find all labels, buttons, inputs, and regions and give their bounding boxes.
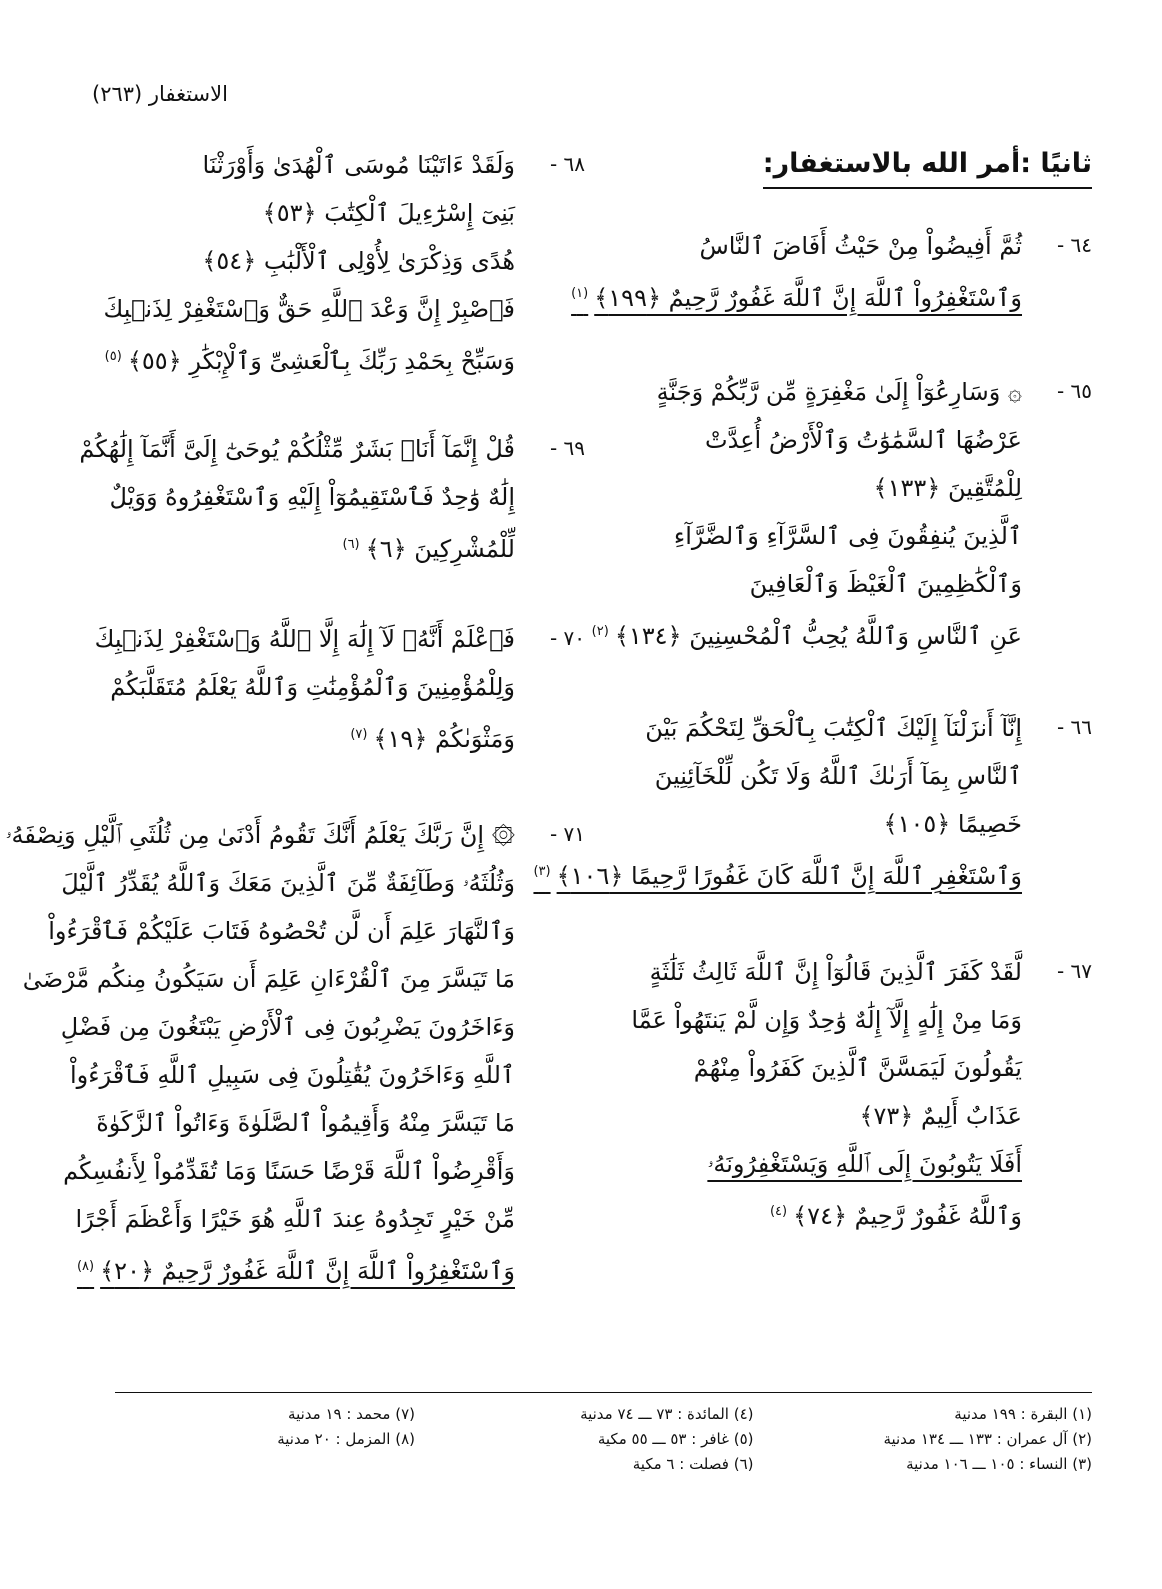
footnote-marker: (٤) — [769, 1204, 788, 1219]
verse-line — [533, 855, 1022, 893]
verse-line — [622, 375, 1022, 409]
footnote-marker: (١) — [571, 286, 589, 301]
verse-text: وَٱسْتَغْفِرُواْ ٱللَّهَ إِنَّ ٱللَّهَ غَفُورٌ رَّحِيمٌ ﴿٢٠﴾ — [100, 1257, 515, 1285]
verse-line — [48, 914, 515, 948]
verse-text: فَٱصْبِرْ إِنَّ وَعْدَ ٱللَّهِ حَقٌّ وَٱسْتَغْفِرْ لِذَنۢبِكَ — [103, 295, 515, 323]
footnote-line: (١) البقرة : ١٩٩ مدنية — [954, 1405, 1092, 1423]
verse-line — [5, 818, 515, 852]
footnote-marker: (٢) — [591, 624, 609, 639]
verse-number: ٦٨ - — [549, 152, 585, 176]
footnote-line: (٥) غافر : ٥٣ ـــ ٥٥ مكية — [597, 1430, 754, 1448]
verse-line — [94, 622, 515, 656]
verse-block — [571, 229, 1092, 315]
verse-line — [622, 807, 1022, 841]
verse-text: إِنَّآ أَنزَلْنَآ إِلَيْكَ ٱلْكِتَٰبَ بِٱلْحَقِّ لِتَحْكُمَ بَيْنَ — [645, 714, 1022, 742]
verse-text: لِّلْمُشْرِكِينَ ﴿٦﴾ — [365, 535, 515, 563]
verse-text: ۞ وَسَارِعُوٓاْ إِلَىٰ مَغْفِرَةٍ مِّن رَّبِّكُمْ وَجَنَّةٍ — [656, 378, 1022, 406]
verse-text: وَلِلْمُؤْمِنِينَ وَٱلْمُؤْمِنَٰتِ وَٱللَّهُ يَعْلَمُ مُتَقَلَّبَكُمْ — [110, 673, 515, 701]
verse-line — [622, 229, 1022, 263]
footnote-line: (٢) آل عمران : ١٣٣ ـــ ١٣٤ مدنية — [883, 1430, 1092, 1448]
verse-number: ٦٦ - — [1056, 715, 1092, 739]
verse-text: وَٱسْتَغْفِرُواْ ٱللَّهَ إِنَّ ٱللَّهَ غَفُورٌ رَّحِيمٌ ﴿١٩٩﴾ — [594, 284, 1022, 312]
verse-line — [69, 1058, 515, 1092]
footnote-column-2 — [454, 1402, 754, 1477]
verse-line — [115, 244, 515, 278]
verse-line — [622, 1099, 1022, 1133]
footnote-line: (٨) المزمل : ٢٠ مدنية — [277, 1430, 415, 1448]
verse-line — [76, 1250, 515, 1288]
footnote-marker: (٦) — [342, 537, 360, 552]
verse-line — [571, 277, 1022, 315]
verse-line — [110, 670, 515, 704]
verse-block — [94, 622, 585, 756]
verse-line — [622, 1051, 1022, 1085]
verse-text: وَسَبِّحْ بِحَمْدِ رَبِّكَ بِٱلْعَشِىِّ وَٱلْإِبْكَٰرِ ﴿٥٥﴾ — [127, 347, 515, 375]
verse-text: خَصِيمًا ﴿١٠٥﴾ — [883, 810, 1022, 838]
verse-block — [591, 375, 1092, 653]
verse-line — [591, 615, 1022, 653]
verse-line — [75, 1202, 515, 1236]
verse-block — [622, 955, 1092, 1233]
verse-text: وَءَاخَرُونَ يَضْرِبُونَ فِى ٱلْأَرْضِ يَبْتَغُونَ مِن فَضْلِ — [60, 1013, 515, 1041]
verse-text: لَّقَدْ كَفَرَ ٱلَّذِينَ قَالُوٓاْ إِنَّ ٱللَّهَ ثَالِثُ ثَلَٰثَةٍ — [649, 958, 1022, 986]
footnote-line: (٧) محمد : ١٩ مدنية — [288, 1405, 415, 1423]
footnote-column-1 — [792, 1402, 1092, 1477]
verse-number: ٦٧ - — [1056, 959, 1092, 983]
verse-line — [63, 1154, 515, 1188]
verse-text: أَفَلَا يَتُوبُونَ إِلَى ٱللَّهِ وَيَسْتَغْفِرُونَهُۥ — [707, 1150, 1022, 1178]
verse-line — [622, 1147, 1022, 1181]
verse-number: ٧١ - — [549, 822, 585, 846]
verse-text: وَلَقَدْ ءَاتَيْنَا مُوسَى ٱلْهُدَىٰ وَأَوْرَثْنَا — [202, 151, 515, 179]
footnote-line: (٦) فصلت : ٦ مكية — [632, 1455, 754, 1473]
verse-text: فَٱعْلَمْ أَنَّهُۥ لَآ إِلَٰهَ إِلَّا ٱللَّهُ وَٱسْتَغْفِرْ لِذَنۢبِكَ — [94, 625, 515, 653]
verse-text: قُلْ إِنَّمَآ أَنَا۠ بَشَرٌ مِّثْلُكُمْ يُوحَىٰٓ إِلَىَّ أَنَّمَآ إِلَٰهُكُمْ — [79, 435, 515, 463]
verse-text: وَأَقْرِضُواْ ٱللَّهَ قَرْضًا حَسَنًا وَمَا تُقَدِّمُواْ لِأَنفُسِكُم — [63, 1157, 515, 1185]
verse-text: مِّنْ خَيْرٍ تَجِدُوهُ عِندَ ٱللَّهِ هُوَ خَيْرًا وَأَعْظَمَ أَجْرًا — [75, 1205, 515, 1233]
verse-text: وَٱللَّهُ غَفُورٌ رَّحِيمٌ ﴿٧٤﴾ — [793, 1202, 1022, 1230]
verse-text: وَٱلنَّهَارَ عَلِمَ أَن لَّن تُحْصُوهُ فَتَابَ عَلَيْكُمْ فَٱقْرَءُواْ — [48, 917, 515, 945]
footnote-divider — [115, 1392, 1092, 1393]
footnote-line: (٤) المائدة : ٧٣ ـــ ٧٤ مدنية — [580, 1405, 754, 1423]
footnote-column-3 — [115, 1402, 415, 1477]
verse-line — [622, 1003, 1022, 1037]
verse-text: ٱللَّهِ وَءَاخَرُونَ يُقَٰتِلُونَ فِى سَبِيلِ ٱللَّهِ فَٱقْرَءُواْ — [69, 1061, 515, 1089]
verse-line — [104, 340, 515, 378]
verse-number: ٧٠ - — [549, 626, 585, 650]
verse-text: وَٱلْكَٰظِمِينَ ٱلْغَيْظَ وَٱلْعَافِينَ — [749, 570, 1022, 598]
footnote-marker: (٨) — [76, 1259, 95, 1274]
verse-text: إِلَٰهٌ وَٰحِدٌ فَٱسْتَقِيمُوٓاْ إِلَيْهِ وَٱسْتَغْفِرُوهُ وَوَيْلٌ — [109, 483, 515, 511]
verse-line — [622, 471, 1022, 505]
verse-line — [622, 759, 1022, 793]
verse-line — [109, 480, 515, 514]
verse-text: عَرْضُهَا ٱلسَّمَٰوَٰتُ وَٱلْأَرْضُ أُعِدَّتْ — [705, 426, 1022, 454]
verse-line — [115, 148, 515, 182]
verse-line — [61, 866, 515, 900]
verse-line — [115, 718, 515, 756]
verse-line — [622, 711, 1022, 745]
verse-text: عَنِ ٱلنَّاسِ وَٱللَّهُ يُحِبُّ ٱلْمُحْسِنِينَ ﴿١٣٤﴾ — [614, 622, 1022, 650]
verse-line — [60, 1010, 515, 1044]
verse-line — [96, 1106, 515, 1140]
verse-line — [622, 519, 1022, 553]
verse-block — [5, 818, 585, 1288]
verse-text: بَنِىٓ إِسْرَٰٓءِيلَ ٱلْكِتَٰبَ ﴿٥٣﴾ — [262, 199, 515, 227]
footnote-line: (٣) النساء : ١٠٥ ـــ ١٠٦ مدنية — [906, 1455, 1092, 1473]
verse-text: ۞ إِنَّ رَبَّكَ يَعْلَمُ أَنَّكَ تَقُومُ أَدْنَىٰ مِن ثُلُثَىِ ٱلَّيْلِ وَنِصْفَهُۥ — [5, 821, 515, 849]
verse-line — [115, 528, 515, 566]
verse-text: لِلْمُتَّقِينَ ﴿١٣٣﴾ — [873, 474, 1022, 502]
footnotes — [115, 1402, 1092, 1477]
verse-line — [622, 567, 1022, 601]
verse-number: ٦٥ - — [1056, 379, 1092, 403]
page-header: الاستغفار (٢٦٣) — [92, 82, 228, 106]
verse-text: ٱلنَّاسِ بِمَآ أَرَىٰكَ ٱللَّهُ وَلَا تَكُن لِّلْخَآئِنِينَ — [654, 762, 1022, 790]
footnote-marker: (٧) — [350, 727, 368, 742]
section-title: ثانيًا :أمر الله بالاستغفار: — [763, 148, 1092, 189]
verse-text: عَذَابٌ أَلِيمٌ ﴿٧٣﴾ — [859, 1102, 1022, 1130]
footnote-marker: (٣) — [533, 864, 551, 879]
verse-line — [622, 1195, 1022, 1233]
verse-text: يَقُولُونَ لَيَمَسَّنَّ ٱلَّذِينَ كَفَرُواْ مِنْهُمْ — [693, 1054, 1022, 1082]
verse-line — [622, 423, 1022, 457]
verse-text: مَا تَيَسَّرَ مِنْهُ وَأَقِيمُواْ ٱلصَّلَوٰةَ وَءَاتُواْ ٱلزَّكَوٰةَ — [96, 1109, 515, 1137]
verse-text: وَمَثْوَىٰكُمْ ﴿١٩﴾ — [373, 725, 515, 753]
verse-line — [22, 962, 515, 996]
verse-line — [622, 955, 1022, 989]
verse-block — [79, 432, 585, 566]
left-column — [5, 148, 585, 1302]
verse-text: مَا تَيَسَّرَ مِنَ ٱلْقُرْءَانِ عَلِمَ أَن سَيَكُونُ مِنكُم مَّرْضَىٰ — [22, 965, 515, 993]
verse-number: ٦٩ - — [549, 436, 585, 460]
verse-line — [79, 432, 515, 466]
verse-text: وَثُلُثَهُۥ وَطَآئِفَةٌ مِّنَ ٱلَّذِينَ مَعَكَ وَٱللَّهُ يُقَدِّرُ ٱلَّيْلَ — [61, 869, 515, 897]
footnote-marker: (٥) — [104, 349, 122, 364]
verse-block — [103, 148, 585, 378]
verse-number: ٦٤ - — [1056, 233, 1092, 257]
verse-text: وَمَا مِنْ إِلَٰهٍ إِلَّآ إِلَٰهٌ وَٰحِدٌ وَإِن لَّمْ يَنتَهُواْ عَمَّا — [631, 1006, 1022, 1034]
verse-text: هُدًى وَذِكْرَىٰ لِأُوْلِى ٱلْأَلْبَٰبِ ﴿٥٤﴾ — [202, 247, 515, 275]
verse-text: وَٱسْتَغْفِرِ ٱللَّهَ إِنَّ ٱللَّهَ كَانَ غَفُورًا رَّحِيمًا ﴿١٠٦﴾ — [556, 862, 1022, 890]
verse-text: ثُمَّ أَفِيضُواْ مِنْ حَيْثُ أَفَاضَ ٱلنَّاسُ — [699, 232, 1022, 260]
verse-line — [115, 196, 515, 230]
verse-text: ٱلَّذِينَ يُنفِقُونَ فِى ٱلسَّرَّآءِ وَٱلضَّرَّآءِ — [673, 522, 1022, 550]
verse-line — [103, 292, 515, 326]
